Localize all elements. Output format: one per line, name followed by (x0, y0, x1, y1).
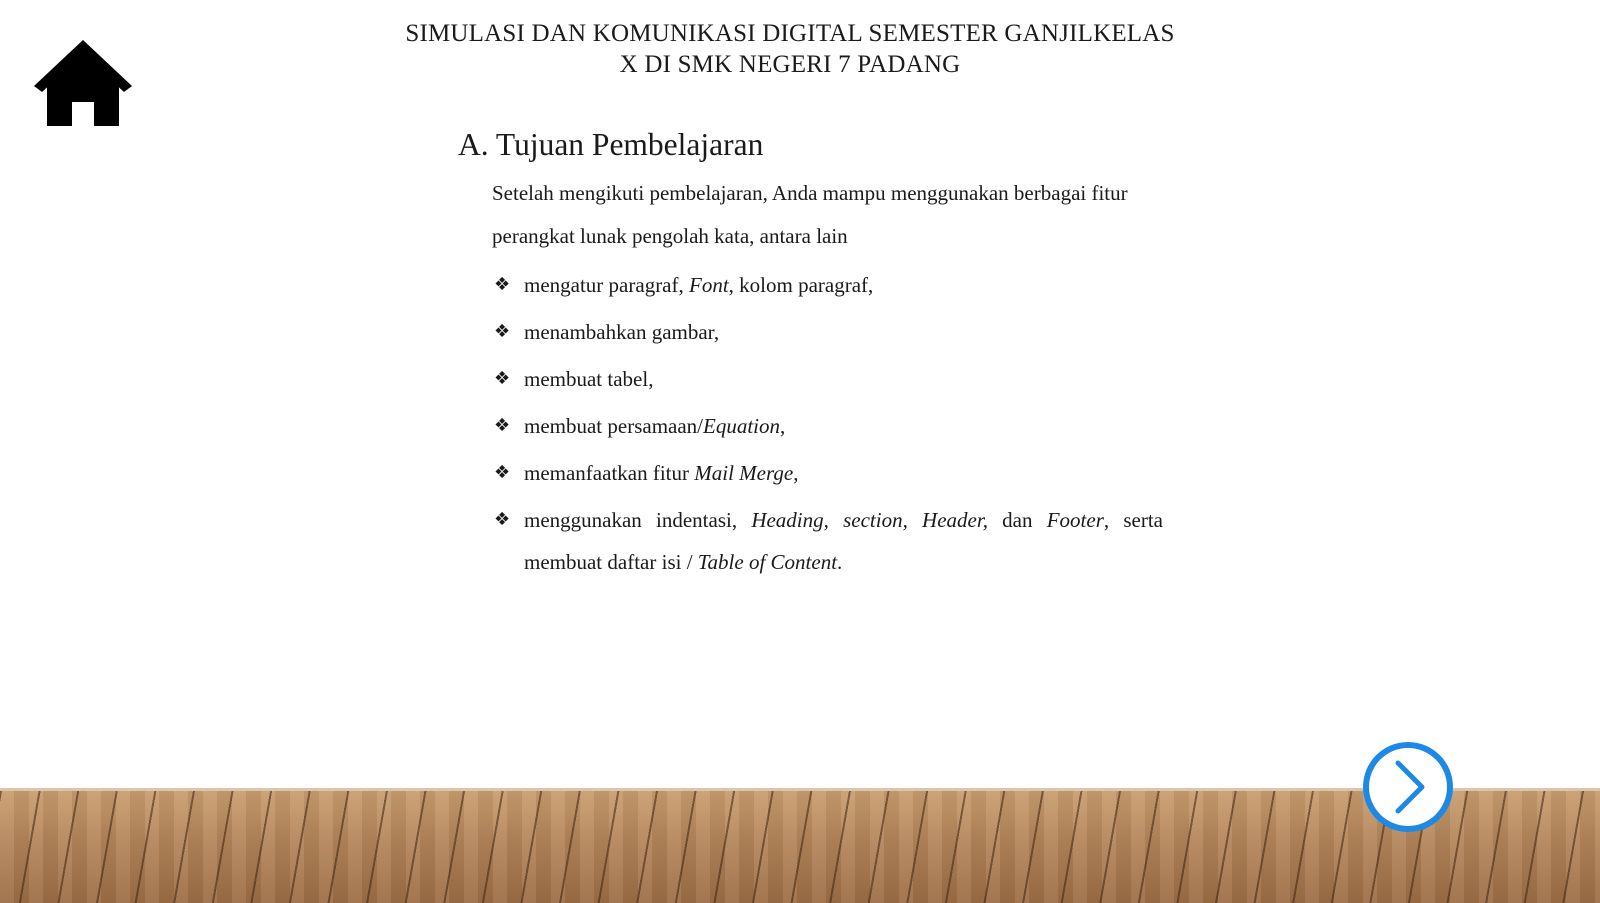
list-item: ❖ memanfaatkan fitur Mail Merge, (492, 452, 1163, 494)
bullet-icon: ❖ (494, 462, 511, 483)
chevron-right-icon (1360, 739, 1456, 835)
page-title (330, 18, 1250, 80)
list-item: ❖ menggunakan indentasi, Heading, section, Header, dan Footer, serta membuat daftar isi / Table of Content. (492, 499, 1163, 583)
bullet-icon: ❖ (494, 509, 511, 530)
learning-objectives-section (458, 127, 1163, 588)
section-heading: A. Tujuan Pembelajaran (458, 127, 764, 162)
home-button[interactable] (30, 36, 136, 130)
list-item: ❖ mengatur paragraf, Font, kolom paragraf, (492, 264, 1163, 306)
bullet-icon: ❖ (494, 321, 511, 342)
list-item: ❖ membuat persamaan/Equation, (492, 405, 1163, 447)
home-icon (30, 36, 136, 130)
bullet-icon: ❖ (494, 274, 511, 295)
list-item: ❖ membuat tabel, (492, 358, 1163, 400)
bullet-icon: ❖ (494, 368, 511, 389)
list-item: ❖ menambahkan gambar, (492, 311, 1163, 353)
page-title-line-1: SIMULASI DAN KOMUNIKASI DIGITAL SEMESTER GANJILKELAS (405, 20, 1175, 47)
next-button[interactable] (1360, 739, 1456, 835)
objectives-list (492, 264, 1163, 583)
intro-paragraph: Setelah mengikuti pembelajaran, Anda mampu menggunakan berbagai fitur perangkat lunak pengolah kata, antara lain (492, 181, 1128, 248)
page-title-line-2: X DI SMK NEGERI 7 PADANG (619, 51, 961, 78)
bullet-icon: ❖ (494, 415, 511, 436)
